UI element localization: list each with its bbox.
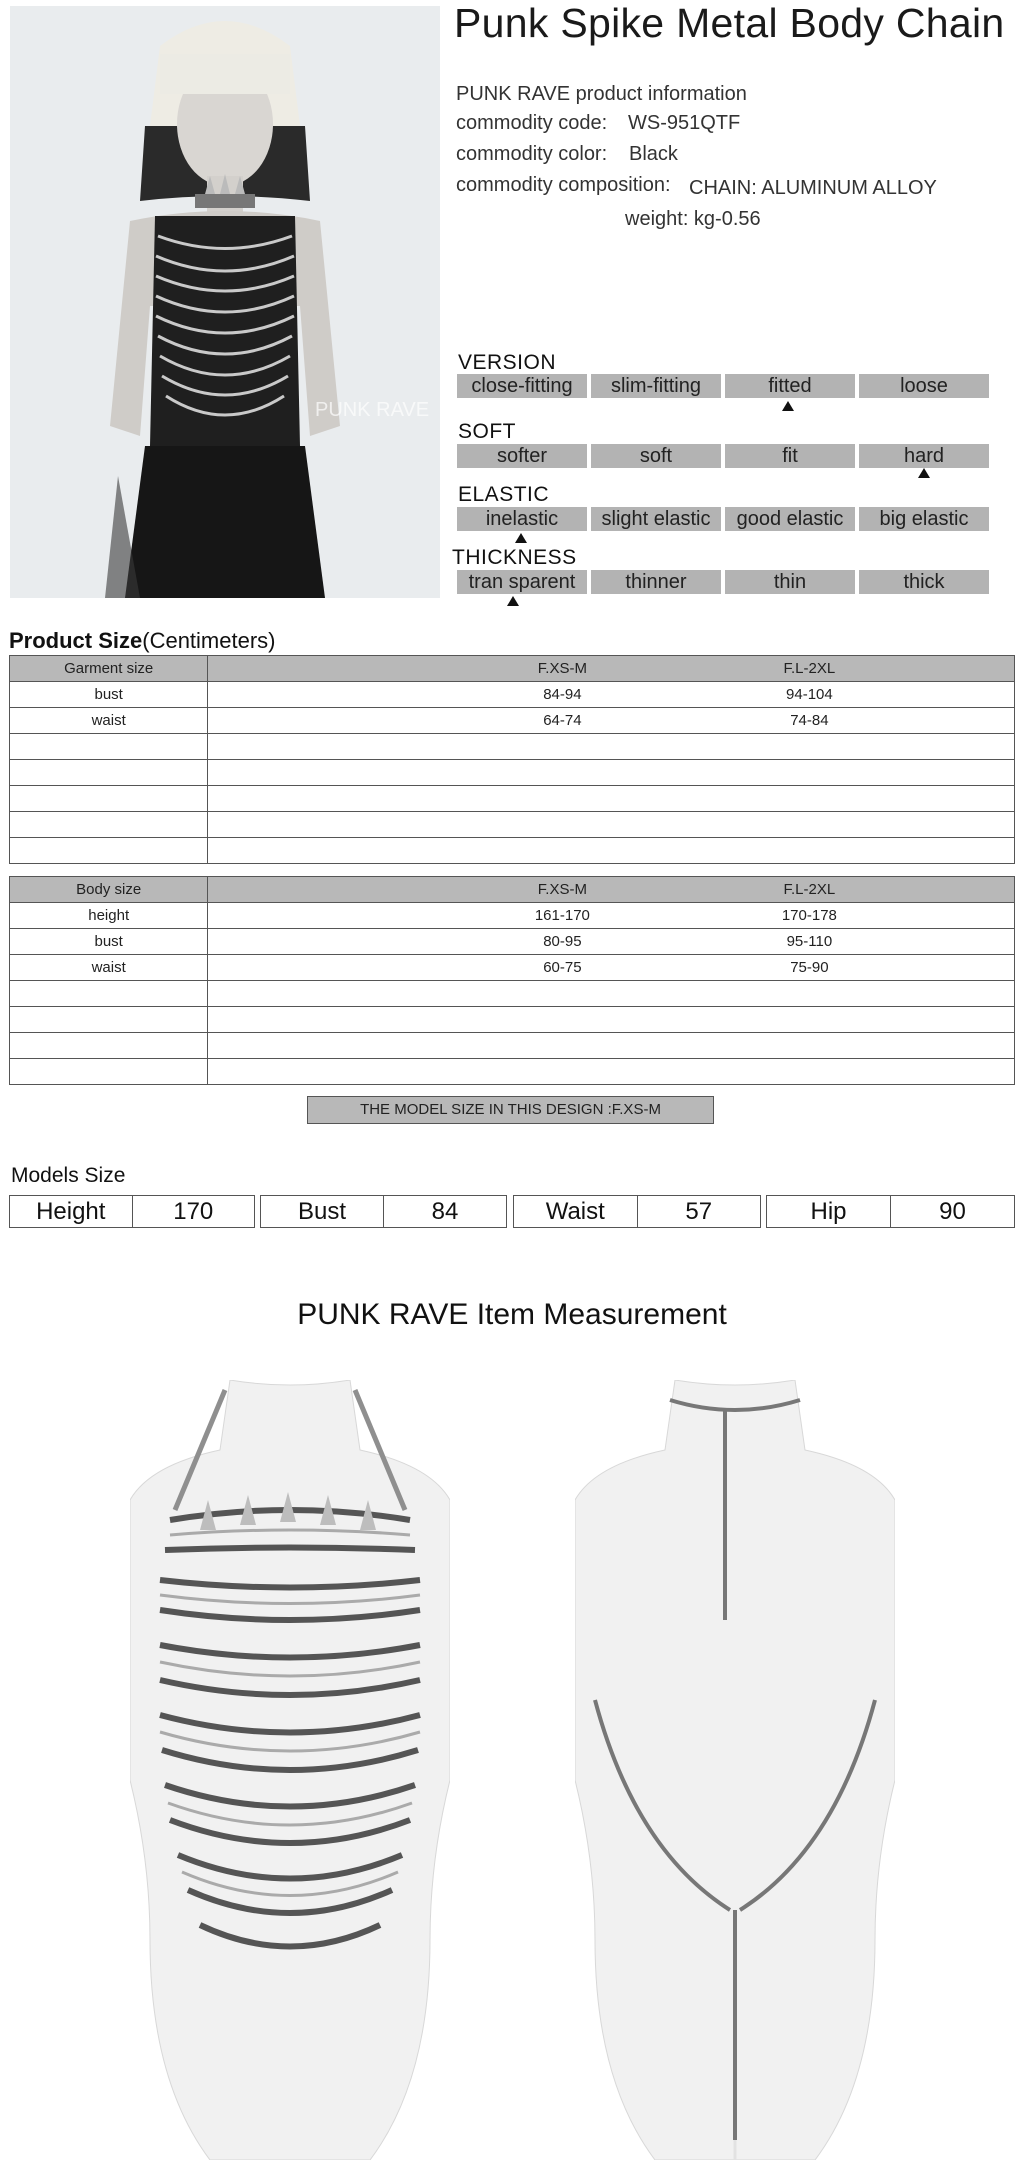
measurement-title: PUNK RAVE Item Measurement xyxy=(297,1298,727,1331)
row-label: height xyxy=(10,903,208,929)
table-cell: 80-95 xyxy=(543,933,582,950)
table-cell: 74-84 xyxy=(790,712,829,729)
scale-option: soft xyxy=(591,444,721,468)
table-cell: 75-90 xyxy=(790,959,829,976)
table-row xyxy=(10,708,1015,734)
model-bust xyxy=(260,1195,507,1228)
scale-option: loose xyxy=(859,374,989,398)
table-row-empty xyxy=(10,1033,1015,1059)
code-value: WS-951QTF xyxy=(628,112,741,134)
row-label: waist xyxy=(10,955,208,981)
header-cell-group xyxy=(208,877,1015,903)
row-values xyxy=(208,903,1015,929)
table-row-empty xyxy=(10,838,1015,864)
row-values xyxy=(208,929,1015,955)
row-label: bust xyxy=(10,929,208,955)
table-row-empty xyxy=(10,786,1015,812)
model-label: Hip xyxy=(767,1196,891,1227)
product-size-label: Product Size xyxy=(9,628,143,653)
model-size-note: THE MODEL SIZE IN THIS DESIGN :F.XS-M xyxy=(307,1096,714,1124)
front-view-image xyxy=(130,1380,450,2160)
scale-option: softer xyxy=(457,444,587,468)
table-header-row xyxy=(10,877,1015,903)
model-hip xyxy=(766,1195,1015,1228)
table-row xyxy=(10,682,1015,708)
header-cell: Body size xyxy=(10,877,208,903)
product-size-table xyxy=(9,655,1015,864)
model-value: 84 xyxy=(431,1198,459,1225)
scale-option: thinner xyxy=(591,570,721,594)
model-waist xyxy=(513,1195,761,1228)
brand-info: PUNK RAVE product information xyxy=(456,83,747,105)
product-size-title xyxy=(9,628,276,654)
scale-label-elastic: ELASTIC xyxy=(458,483,550,506)
model-label: Height xyxy=(10,1196,133,1227)
table-cell: 94-104 xyxy=(786,686,833,703)
table-row xyxy=(10,955,1015,981)
models-size-title: Models Size xyxy=(11,1164,126,1187)
scale-option: fit xyxy=(725,444,855,468)
table-cell: 95-110 xyxy=(786,933,833,950)
product-size-unit: (Centimeters) xyxy=(142,628,276,653)
scale-option: thin xyxy=(725,570,855,594)
selection-marker-soft xyxy=(918,468,930,478)
model-value: 57 xyxy=(685,1198,713,1225)
table-row-empty xyxy=(10,734,1015,760)
row-label: waist xyxy=(10,708,208,734)
scale-option: hard xyxy=(859,444,989,468)
table-row-empty xyxy=(10,981,1015,1007)
weight-info: weight: kg-0.56 xyxy=(625,208,761,230)
table-row-empty xyxy=(10,1007,1015,1033)
table-cell: 64-74 xyxy=(543,712,582,729)
scale-option: tran sparent xyxy=(457,570,587,594)
model-label: Bust xyxy=(261,1196,384,1227)
color-label: commodity color: xyxy=(456,143,608,165)
model-value: 170 xyxy=(173,1198,214,1225)
model-height xyxy=(9,1195,255,1228)
table-cell: 84-94 xyxy=(543,686,582,703)
selection-marker-thickness xyxy=(507,596,519,606)
row-values xyxy=(208,682,1015,708)
scale-option: big elastic xyxy=(859,507,989,531)
scale-option: fitted xyxy=(725,374,855,398)
scale-option: good elastic xyxy=(725,507,855,531)
header-cell: F.L-2XL xyxy=(783,881,836,898)
code-label: commodity code: xyxy=(456,112,608,134)
header-cell: F.XS-M xyxy=(537,660,587,677)
table-row-empty xyxy=(10,812,1015,838)
composition-value: CHAIN: ALUMINUM ALLOY xyxy=(689,177,937,199)
model-label: Waist xyxy=(514,1196,638,1227)
product-model-photo xyxy=(10,6,440,598)
scale-soft xyxy=(457,444,993,468)
table-cell: 60-75 xyxy=(543,959,582,976)
product-title: Punk Spike Metal Body Chain xyxy=(454,0,1005,46)
scale-option: close-fitting xyxy=(457,374,587,398)
selection-marker-version xyxy=(782,401,794,411)
model-value: 90 xyxy=(939,1198,966,1225)
scale-option: slight elastic xyxy=(591,507,721,531)
table-row-empty xyxy=(10,1059,1015,1085)
scale-option: thick xyxy=(859,570,989,594)
row-values xyxy=(208,708,1015,734)
scale-option: slim-fitting xyxy=(591,374,721,398)
table-row-empty xyxy=(10,760,1015,786)
color-value: Black xyxy=(629,143,678,165)
scale-elastic xyxy=(457,507,993,531)
table-row xyxy=(10,903,1015,929)
body-size-table xyxy=(9,876,1015,1085)
table-row xyxy=(10,929,1015,955)
row-values xyxy=(208,955,1015,981)
header-cell-group xyxy=(208,656,1015,682)
watermark-text: PUNK RAVE xyxy=(315,399,430,421)
back-view-image xyxy=(575,1380,895,2160)
header-cell: Garment size xyxy=(10,656,208,682)
header-cell: F.L-2XL xyxy=(783,660,836,677)
header-cell: F.XS-M xyxy=(537,881,587,898)
scale-option: inelastic xyxy=(457,507,587,531)
selection-marker-elastic xyxy=(515,533,527,543)
table-cell: 161-170 xyxy=(534,907,590,924)
scale-label-soft: SOFT xyxy=(458,420,516,443)
composition-label: commodity composition: xyxy=(456,174,671,196)
table-cell: 170-178 xyxy=(781,907,837,924)
scale-label-version: VERSION xyxy=(458,351,557,374)
scale-label-thickness: THICKNESS xyxy=(452,546,577,569)
scale-thickness xyxy=(457,570,993,594)
table-header-row xyxy=(10,656,1015,682)
scale-version xyxy=(457,374,993,398)
row-label: bust xyxy=(10,682,208,708)
